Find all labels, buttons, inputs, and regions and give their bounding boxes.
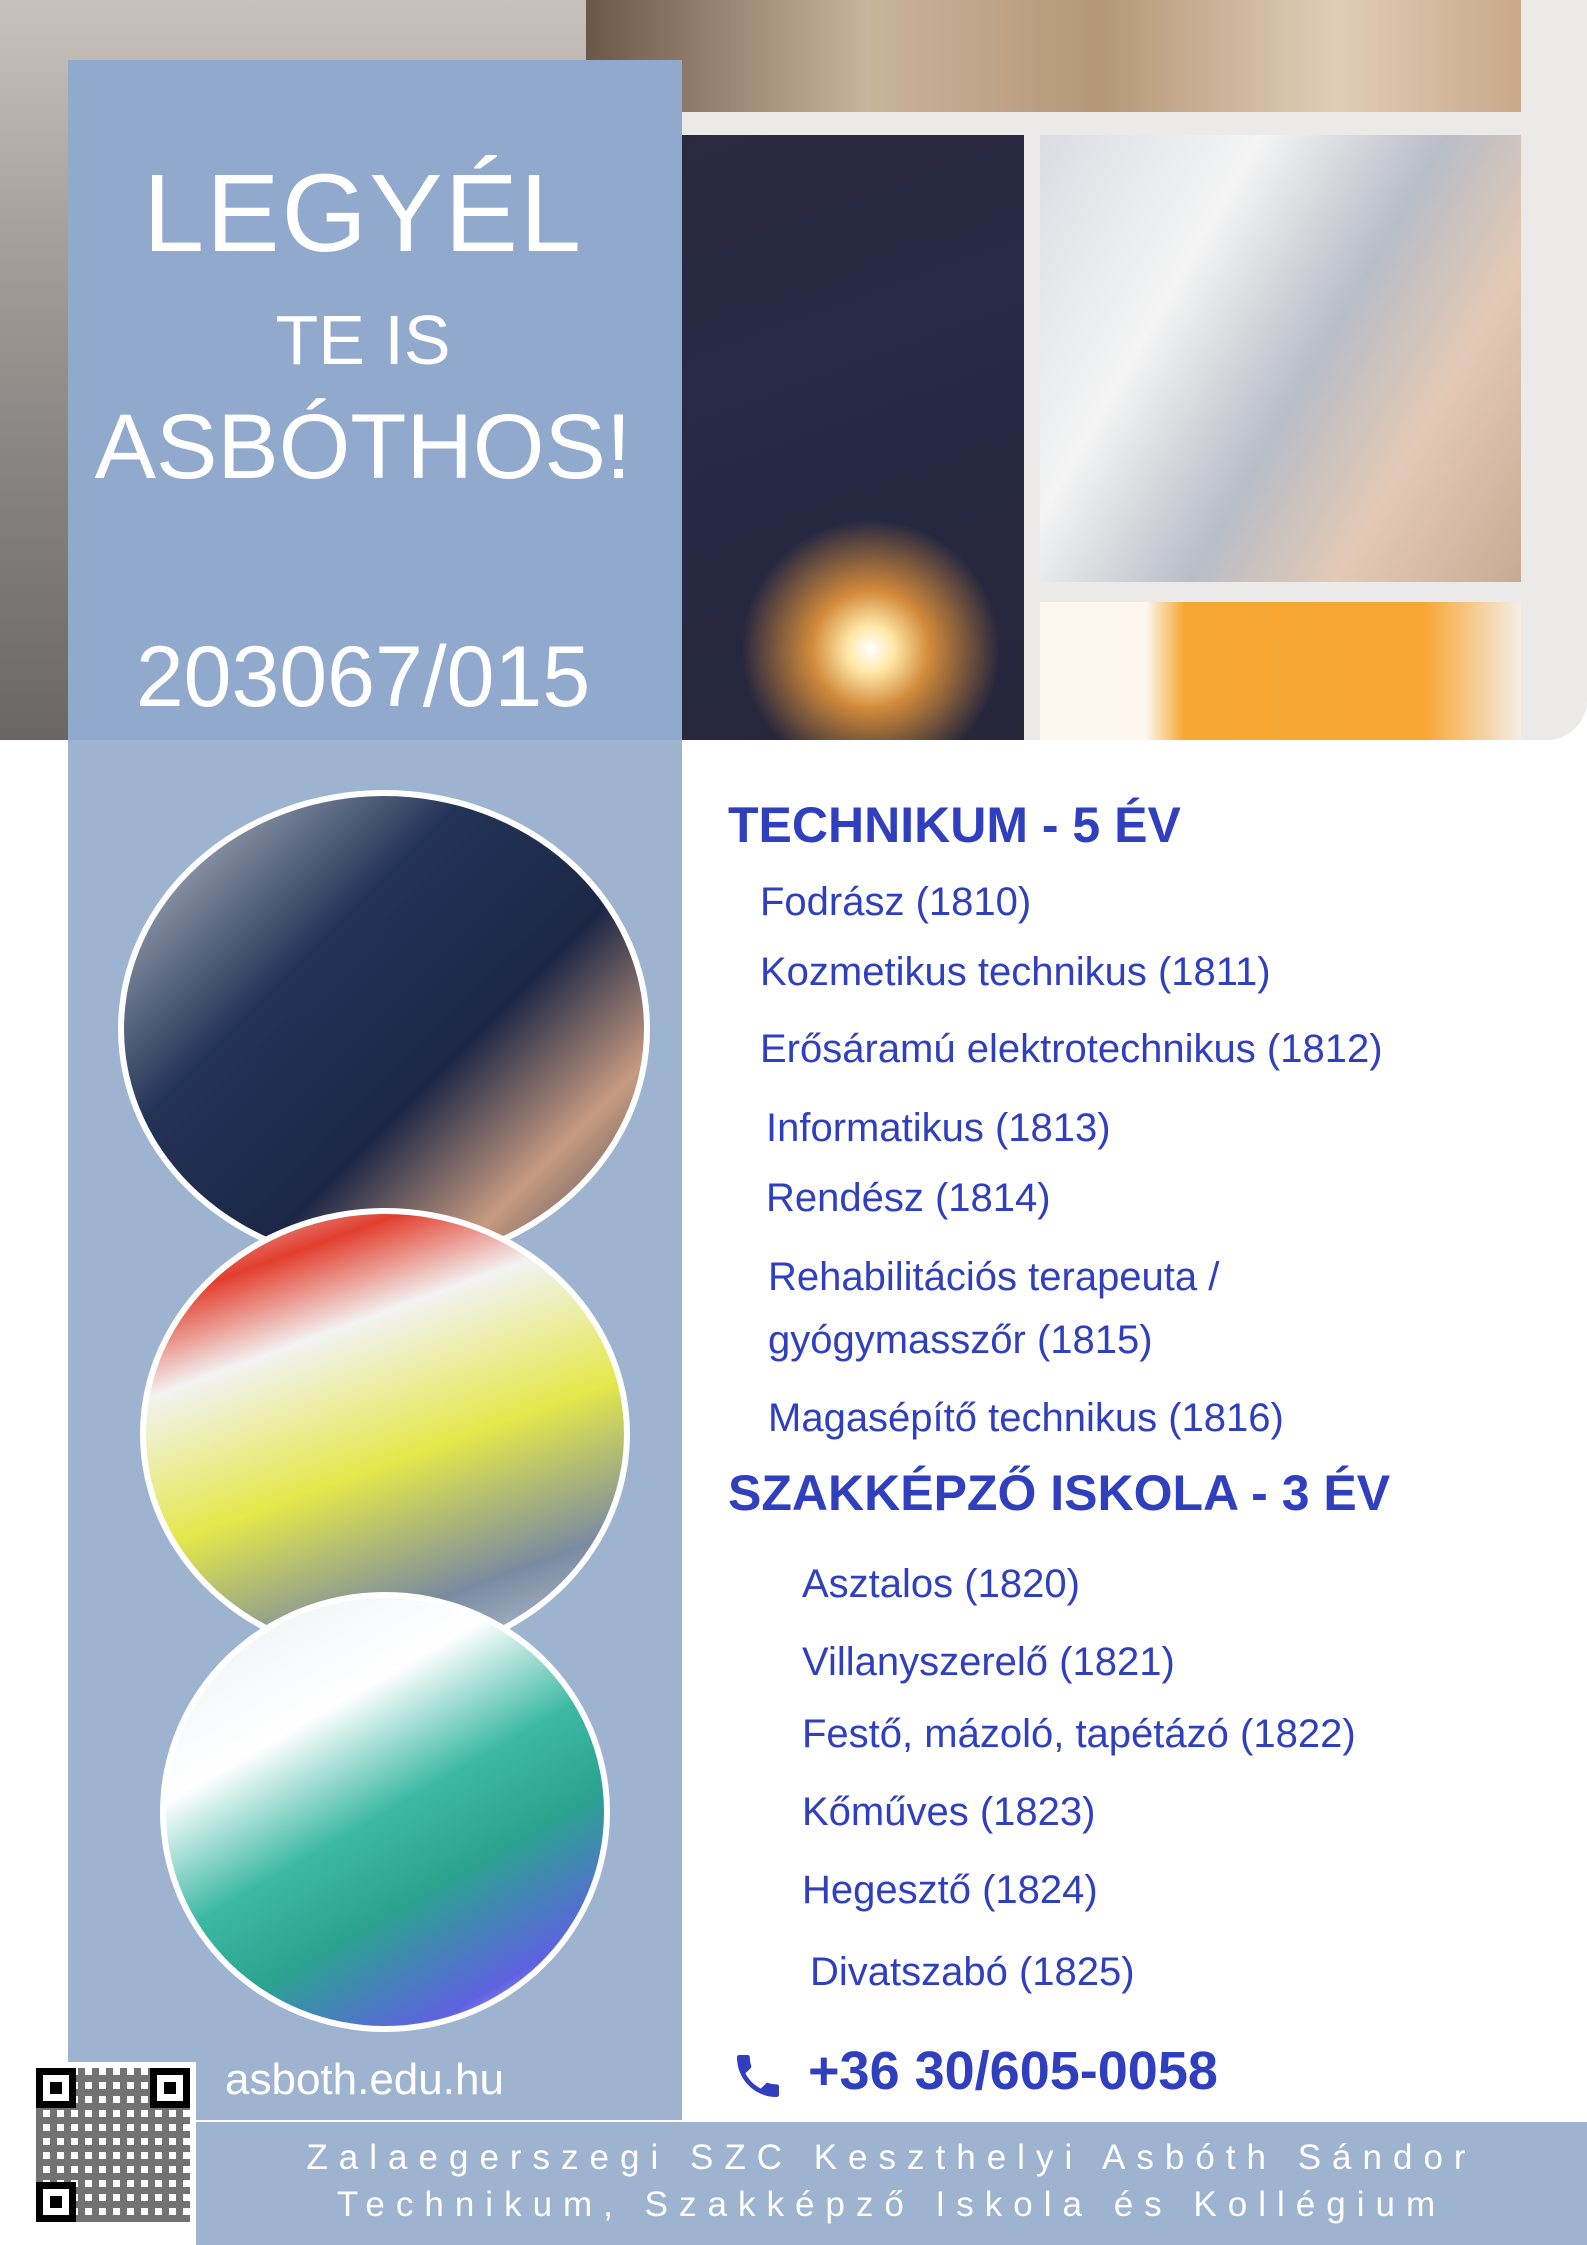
school-code: 203067/015 bbox=[135, 629, 591, 725]
phone-icon bbox=[730, 2048, 786, 2104]
headline-line2: TE IS bbox=[275, 301, 451, 379]
qr-code[interactable] bbox=[30, 2062, 196, 2228]
course-item: Informatikus (1813) bbox=[766, 1106, 1111, 1150]
szakkepzo-title: SZAKKÉPZŐ ISKOLA - 3 ÉV bbox=[728, 1465, 1391, 1521]
technikum-title: TECHNIKUM - 5 ÉV bbox=[728, 797, 1181, 853]
website-link[interactable]: asboth.edu.hu bbox=[225, 2055, 504, 2104]
course-item: Rehabilitációs terapeuta / bbox=[768, 1255, 1220, 1299]
course-item: gyógymasszőr (1815) bbox=[768, 1318, 1153, 1362]
phone-number[interactable]: +36 30/605-0058 bbox=[808, 2041, 1218, 2101]
course-item: Erősáramú elektrotechnikus (1812) bbox=[760, 1027, 1383, 1071]
qr-finder bbox=[36, 2182, 76, 2222]
doctor-photo bbox=[160, 1592, 610, 2032]
footer-line1: Zalaegerszegi SZC Keszthelyi Asbóth Sándor bbox=[306, 2138, 1477, 2177]
course-item: Kozmetikus technikus (1811) bbox=[760, 950, 1271, 994]
course-item: Asztalos (1820) bbox=[802, 1562, 1080, 1606]
electrician-photo bbox=[1040, 135, 1521, 582]
course-item: Villanyszerelő (1821) bbox=[802, 1640, 1175, 1684]
qr-finder bbox=[36, 2068, 76, 2108]
course-item: Kőműves (1823) bbox=[802, 1790, 1096, 1834]
headline-line1: LEGYÉL bbox=[142, 152, 584, 275]
woodwork-photo bbox=[586, 0, 1521, 112]
course-item: Hegesztő (1824) bbox=[802, 1868, 1098, 1912]
course-item: Divatszabó (1825) bbox=[810, 1950, 1135, 1994]
course-item: Magasépítő technikus (1816) bbox=[768, 1396, 1284, 1440]
police-photo bbox=[118, 790, 650, 1268]
qr-finder bbox=[150, 2068, 190, 2108]
footer-line2: Technikum, Szakképző Iskola és Kollégium bbox=[336, 2185, 1447, 2224]
course-item: Rendész (1814) bbox=[766, 1176, 1051, 1220]
course-item: Fodrász (1810) bbox=[760, 880, 1032, 924]
headline-line3: ASBÓTHOS! bbox=[94, 396, 632, 498]
paint-roller-photo bbox=[1040, 602, 1521, 740]
course-item: Festő, mázoló, tapétázó (1822) bbox=[802, 1712, 1356, 1756]
